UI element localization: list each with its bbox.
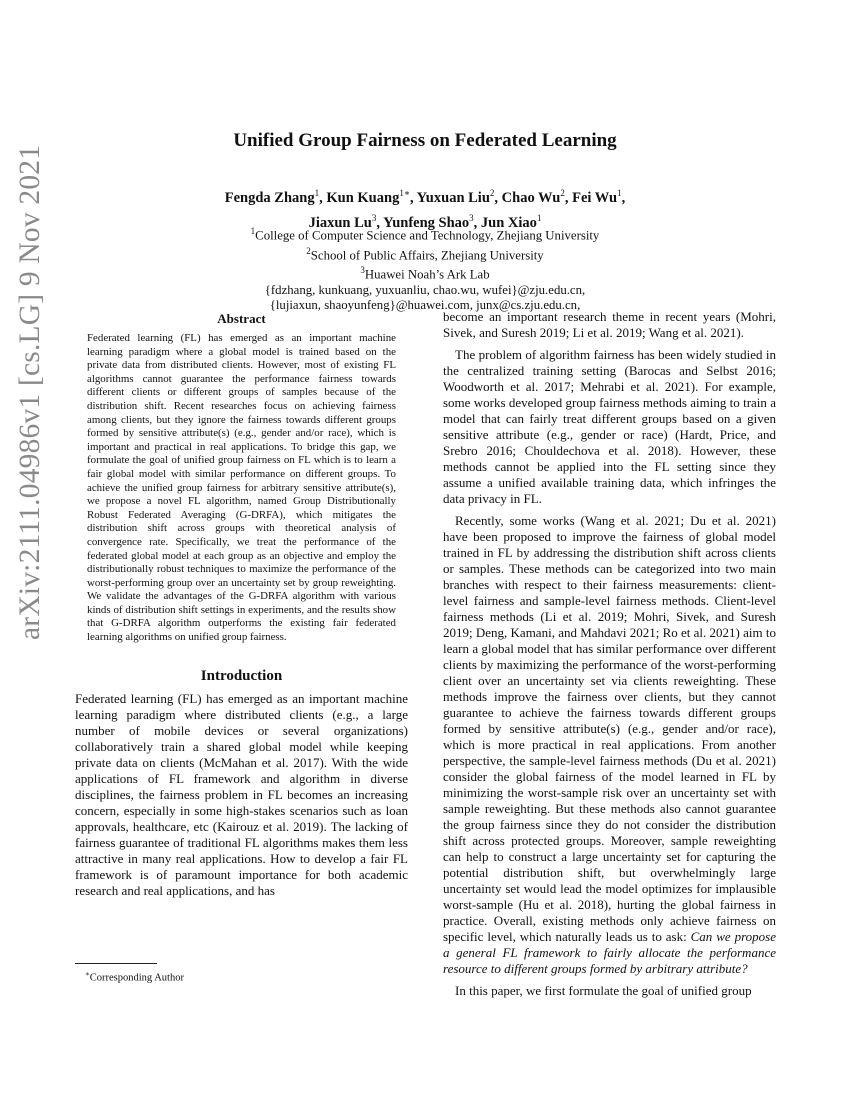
right-paragraph-3: In this paper, we first formulate the goal of unified group	[455, 983, 752, 998]
author-affil-mark: 2	[489, 188, 495, 198]
email-line-2: {lujiaxun, shaoyunfeng}@huawei.com, junx@cs.zju.edu.cn,	[269, 298, 581, 313]
author-affil-mark: 1	[314, 188, 320, 198]
arxiv-side-stamp: arXiv:2111.04986v1 [cs.LG] 9 Nov 2021	[14, 144, 46, 640]
author-affil-mark: 3	[469, 212, 474, 223]
affiliation-1	[0, 224, 850, 244]
right-paragraph-0: become an important research theme in recent years (Mohri, Sivek, and Suresh 2019; Li et al. 2019; Wang et al. 2021).	[443, 309, 776, 340]
footnote	[75, 963, 408, 985]
introduction-heading: Introduction	[200, 667, 283, 684]
author-name: Yunfeng Shao	[383, 214, 470, 231]
footnote-rule	[75, 963, 157, 964]
intro-paragraph-1: Federated learning (FL) has emerged as an important machine learning paradigm where distributed clients (e.g., a large number of mobile devices or several organizations) collaboratively train a shared global model while keeping private data on clients (McMahan et al. 2017). With the wide applications of FL framework and algorithm in diverse disciplines, the fairness problem in FL becomes an increasing concern, especially in some high-stakes scenarios such as loan approvals, healthcare, etc (Kairouz et al. 2019). The lacking of fairness guarantee of traditional FL algorithms makes them less attractive in many real applications. How to develop a fair FL framework is of paramount importance for both academic research and real applications, and has	[75, 690, 408, 898]
footnote-text: Corresponding Author	[89, 972, 184, 984]
paper-title: Unified Group Fairness on Federated Learning	[233, 130, 617, 151]
author-name: Yuxuan Liu	[416, 189, 490, 206]
author-name: Chao Wu	[501, 189, 561, 206]
affiliation-block	[0, 224, 850, 314]
left-column	[75, 311, 408, 899]
abstract-heading: Abstract	[217, 311, 266, 326]
affil-text: School of Public Affairs, Zhejiang University	[310, 247, 544, 262]
affil-text: College of Computer Science and Technology, Zhejiang University	[255, 228, 600, 243]
author-line-1: Fengda Zhang$^1$, Kun Kuang$^{1∗}$, Yuxuan Liu$^2$, Chao Wu$^2$, Fei Wu$^1$,	[224, 188, 626, 206]
affil-mark: 2	[306, 245, 311, 256]
right-column	[443, 309, 776, 999]
affiliation-2	[0, 244, 850, 264]
affiliation-3	[0, 263, 850, 283]
author-affil-mark: 2	[560, 188, 565, 198]
abstract-text: Federated learning (FL) has emerged as an important machine learning paradigm where a global model is trained based on the private data from distributed clients. However, most of existing FL algorithms cannot guarantee the performance fairness towards different clients or different groups of samples because of the distribution shift. Recent researches focus on achieving fairness among clients, but they ignore the fairness towards different groups formed by sensitive attribute(s) (e.g., gender and/or race), which is important and practical in real applications. To bridge this gap, we formulate the goal of unified group fairness on FL which is to learn a fair global model with similar performance on different groups. To achieve the unified group fairness for arbitrary sensitive attribute(s), we propose a novel FL algorithm, named Group Distributionally Robust Federated Averaging (G-DRFA), which mitigates the distribution shift across groups with theoretical analysis of convergence rate. Specifically, we treat the performance of the federated global model at each group as an objective and employ the distributionally robust techniques to maximize the performance of the worst-performing group over an uncertainty set by group reweighting. We validate the advantages of the G-DRFA algorithm with various kinds of distribution shift settings in experiments, and the results show that G-DRFA algorithm outperforms the existing fair federated learning algorithms on unified group fairness.	[87, 332, 396, 644]
affil-mark: 1	[250, 226, 256, 236]
author-line-2: Jiaxun Lu$^3$, Yunfeng Shao$^3$, Jun Xiao$^1$	[308, 212, 542, 231]
affil-text: Huawei Noah’s Ark Lab	[364, 267, 490, 282]
right-paragraph-1: The problem of algorithm fairness has been widely studied in the centralized training setting (Barocas and Selbst 2016; Woodworth et al. 2017; Mehrabi et al. 2021). For example, some works developed group fairness methods aiming to train a model that can fairly treat different groups based on a given sensitive attribute (e.g., gender or race) (Hardt, Price, and Srebro 2016; Chouldechova et al. 2018). However, these methods cannot be applied into the FL setting since they assume a unified available training data, which infringes the data privacy in FL.	[443, 347, 776, 506]
author-name: Fengda Zhang	[224, 189, 315, 206]
affil-mark: 3	[360, 265, 365, 276]
author-name: Jun Xiao	[480, 214, 537, 231]
footnote-mark: ∗	[85, 970, 90, 978]
right-paragraph-2	[443, 513, 776, 977]
author-name: Kun Kuang	[326, 189, 400, 206]
footnote-text-line	[75, 968, 408, 985]
author-affil-mark: 1	[536, 212, 542, 223]
author-affil-mark: 1∗	[399, 188, 410, 198]
research-question: Can we propose a general FL framework to fairly allocate the performance resource to different groups formed by arbitrary attribute?	[443, 929, 777, 976]
author-name: Jiaxun Lu	[308, 214, 372, 231]
author-name: Fei Wu	[572, 189, 618, 206]
email-line-1: {fdzhang, kunkuang, yuxuanliu, chao.wu, wufei}@zju.edu.cn,	[264, 283, 586, 298]
right-paragraph-2-text: Recently, some works (Wang et al. 2021; Du et al. 2021) have been proposed to improve the fairness of global model trained in FL by addressing the distribution shift across clients or samples. These methods can be categorized into two main branches with respect to their fairness measurements: client-level fairness and sample-level fairness methods. Client-level fairness methods (Li et al. 2019; Mohri, Sivek, and Suresh 2019; Deng, Kamani, and Mahdavi 2021; Ro et al. 2021) aim to learn a global model that has similar performance over different clients by maximizing the performance of the worst-performing client over an uncertainty set via clients reweighting. These methods improve the fairness over clients, but they cannot guarantee to achieve the fairness towards different groups formed by sensitive attribute(s) (e.g., gender and/or race), which is more practical in real applications. From another perspective, the sample-level fairness methods (Du et al. 2021) consider the global fairness of the model learned in FL by minimizing the worst-sample risk over an uncertainty set with sample reweighting. But these methods also cannot guarantee the group fairness since they do not consider the distribution shift across protected groups. Moreover, sample reweighting can help to construct a large uncertainty set for capturing the potential distribution shift, but overwhelmingly large uncertainty set would lead the model optimizes for implausible worst-sample (Hu et al. 2018), hurting the global fairness in practice. Overall, existing methods only achieve fairness on specific level, which naturally leads us to ask:	[443, 513, 776, 944]
author-affil-mark: 1	[617, 188, 622, 198]
author-affil-mark: 3	[371, 212, 377, 223]
